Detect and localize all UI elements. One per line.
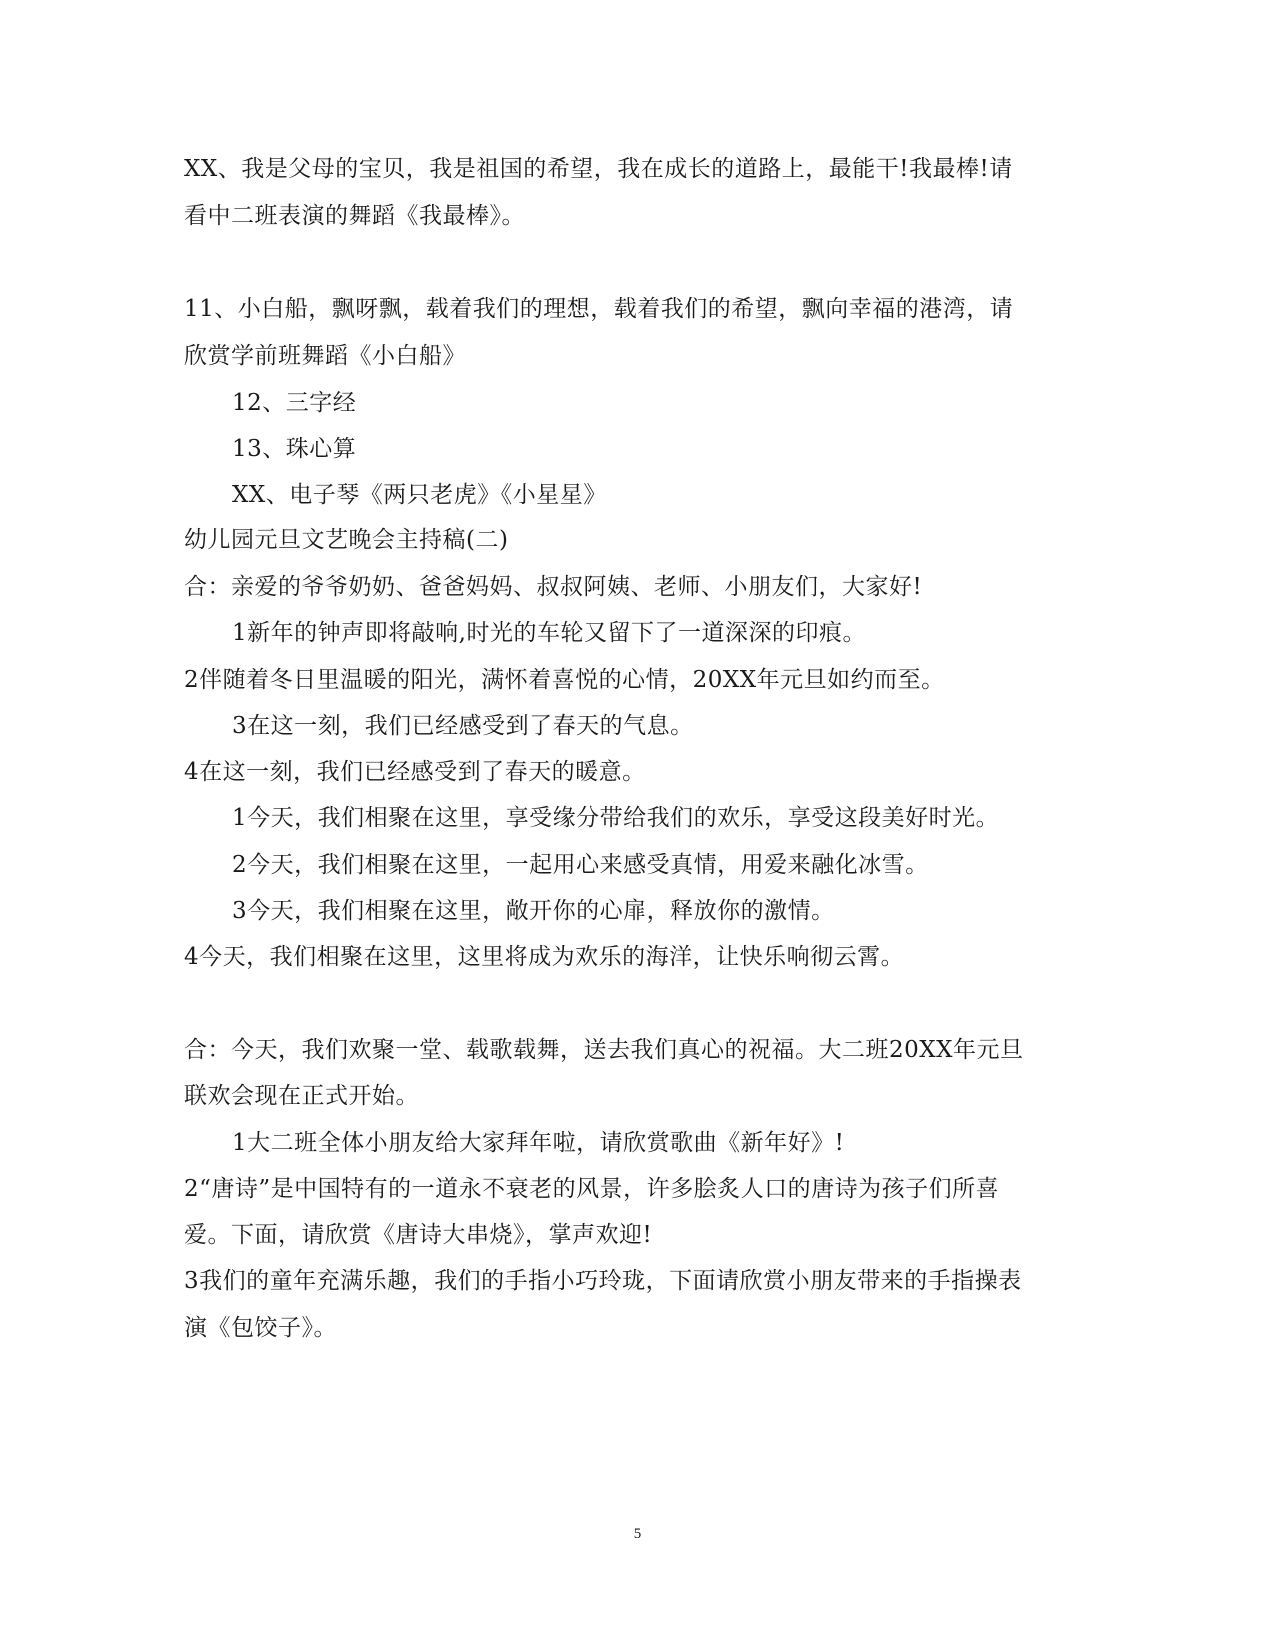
text-line: XX、我是父母的宝贝，我是祖国的希望，我在成长的道路上，最能干!我最棒!请: [184, 156, 1013, 182]
page-number: 5: [633, 1526, 642, 1542]
text-line: 4在这一刻，我们已经感受到了春天的暖意。: [184, 759, 646, 785]
text-line: 合：亲爱的爷爷奶奶、爸爸妈妈、叔叔阿姨、老师、小朋友们，大家好!: [184, 574, 923, 600]
text-line: 12、三字经: [232, 390, 357, 416]
text-line: 13、珠心算: [232, 436, 357, 462]
text-line: 1新年的钟声即将敲响,时光的车轮又留下了一道深深的印痕。: [232, 620, 866, 646]
text-line: 2今天，我们相聚在这里，一起用心来感受真情，用爱来融化冰雪。: [232, 852, 929, 878]
text-line: 1今天，我们相聚在这里，享受缘分带给我们的欢乐，享受这段美好时光。: [232, 805, 1000, 831]
text-line: 3在这一刻，我们已经感受到了春天的气息。: [232, 713, 694, 739]
text-line: 2伴随着冬日里温暖的阳光，满怀着喜悦的心情，20XX年元旦如约而至。: [184, 667, 945, 693]
text-line: 1大二班全体小朋友给大家拜年啦，请欣赏歌曲《新年好》!: [232, 1130, 845, 1156]
text-line: 4今天，我们相聚在这里，这里将成为欢乐的海洋，让快乐响彻云霄。: [184, 944, 905, 970]
text-line: XX、电子琴《两只老虎》《小星星》: [232, 482, 607, 508]
text-line: 3今天，我们相聚在这里，敞开你的心扉，释放你的激情。: [232, 898, 835, 924]
text-line: 2“唐诗”是中国特有的一道永不衰老的风景，许多脍炙人口的唐诗为孩子们所喜: [184, 1176, 1000, 1202]
text-line: 爱。下面，请欣赏《唐诗大串烧》，掌声欢迎!: [184, 1222, 653, 1248]
text-line: 联欢会现在正式开始。: [184, 1083, 419, 1109]
text-line: 合：今天，我们欢聚一堂、载歌载舞，送去我们真心的祝福。大二班20XX年元旦: [184, 1037, 1024, 1063]
text-line: 欣赏学前班舞蹈《小白船》: [184, 343, 466, 369]
text-line: 看中二班表演的舞蹈《我最棒》。: [184, 203, 525, 229]
text-line: 演《包饺子》。: [184, 1315, 337, 1341]
text-line: 11、小白船，飘呀飘，载着我们的理想，载着我们的希望，飘向幸福的港湾，请: [184, 296, 1014, 322]
section-heading: 幼儿园元旦文艺晚会主持稿(二): [184, 527, 509, 553]
text-line: 3我们的童年充满乐趣，我们的手指小巧玲珑，下面请欣赏小朋友带来的手指操表: [184, 1268, 1022, 1294]
